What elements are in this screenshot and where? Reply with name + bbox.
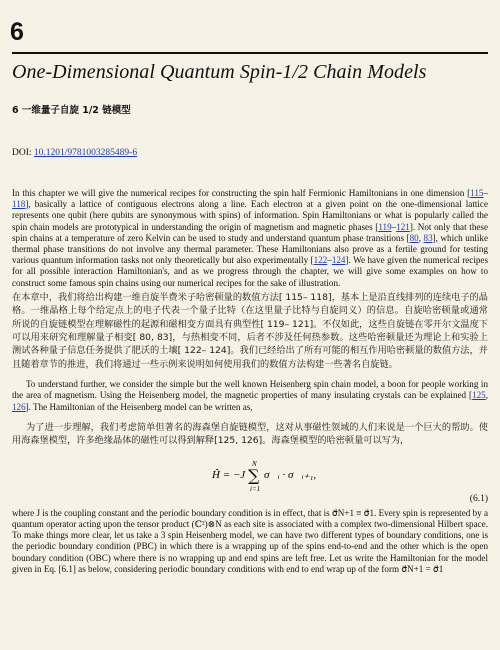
chapter-number: 6: [10, 18, 24, 46]
chapter-title: One-Dimensional Quantum Spin-1/2 Chain Models: [12, 61, 427, 83]
heisenberg-paragraph-zh: 为了进一步理解，我们考虑简单但著名的海森堡自旋链模型，这对从事磁性领域的人们来说是一个巨大的帮助。使用海森堡模型，许多绝缘晶体的磁性可以得到解释[125, 126]。海森堡模型的哈密顿量可以写为，: [12, 421, 488, 447]
intro-paragraph-en: In this chapter we will give the numerical recipes for constructing the spin half Fermionic Hamiltonians in one dimension [115–118], basically a lattice of contiguous electrons along a line. Each electron at a given point on the one-dimensional lattice represents one qubit (here qubits are synonymous with spins) of information. Spin Hamiltonians or what is popularly called the spin chain models are prototypical in understanding the origin of magnetism and magnetic phases [119–121]. Not only that these spin chains at a temperature of zero Kelvin can be used to study and understand quantum phase transitions [80, 83], which unlike thermal phase transitions do not involve any thermal parameter. These Hamiltonians also prove as a fertile ground for testing various quantum information tasks not only theoretically but also experimentally [122–124]. We have given the numerical recipes for all possible interaction Hamiltonian's, and as we progress through the chapter, we will give some examples on how to construct some famous spin chains using our numerical recipes for the sake of illustration.: [12, 188, 489, 288]
chapter-rule: [12, 52, 488, 54]
eq-lhs: Ĥ = −J: [212, 468, 246, 481]
eq-rhs: σ⃗ᵢ · σ⃗ᵢ₊₁,: [264, 468, 317, 481]
citation-link[interactable]: 83: [423, 232, 433, 243]
heisenberg-hamiltonian-formula: [212, 458, 352, 498]
citation-link[interactable]: 122: [313, 255, 328, 266]
boundary-paragraph-en: where J is the coupling constant and the periodic boundary condition is in effect, that is σ⃗N+1 ≡ σ⃗1. Every spin is represented by a quantum operator acting upon the tensor product (ℂ²)⊗N as each site is associated with a complex two-dimensional Hilbert space. To make things more clear, let us take a 3 spin Heisenberg model, we can have two different types of boundary conditions, one is the periodic boundary condition (PBC) in which there is a wrapping up of the spins end-to-end and the other which is the open boundary condition (OBC) where there is no wrapping up and end spins are left free. Let us write the Hamiltonian for the model given in Eq. [6.1] as below, considering periodic boundary conditions with end to end wrap up of the form σ⃗N+1 = σ⃗1: [12, 507, 488, 574]
citation-link[interactable]: 125: [472, 390, 486, 401]
sum-lower: i=1: [250, 484, 261, 493]
equation-number: (6.1): [469, 493, 488, 504]
sum-upper: N: [252, 459, 257, 468]
doi-label: DOI:: [12, 148, 32, 158]
doi-line: [12, 148, 488, 158]
equation-6-1: [12, 454, 488, 506]
heisenberg-paragraph-en: To understand further, we consider the simple but the well known Heisenberg spin chain model, a boon for people working in the area of magnetism. Using the Heisenberg model, the magnetic properties of many insulating crystals can be explained [125, 126]. The Hamiltonian of the Heisenberg model can be written as,: [12, 379, 488, 412]
chinese-chapter-title: 6 一维量子自旋 1/2 链模型: [12, 105, 131, 116]
citation-link[interactable]: 118: [12, 199, 26, 210]
doi-link[interactable]: 10.1201/9781003285489-6: [33, 148, 138, 158]
citation-link[interactable]: 126: [12, 401, 26, 412]
citation-link[interactable]: 124: [331, 255, 346, 266]
citation-link[interactable]: 80: [409, 232, 419, 243]
citation-link[interactable]: 119: [378, 221, 392, 232]
citation-link[interactable]: 121: [396, 221, 410, 232]
citation-link[interactable]: 115: [470, 188, 484, 198]
intro-paragraph-zh: 在本章中，我们将给出构建一维自旋半费米子哈密顿量的数值方法[ 115– 118]，基本上是沿直线排列的连续电子的晶格。一维晶格上每个给定点上的电子代表一个量子比特（在这里量子比特与自旋同义）的信息。自旋哈密顿量或通常所说的自旋链模型在理解磁性的起源和磁相变方面具有典型性[ 119– 121]。不仅如此，这些自旋链在零开尔文温度下可以用来研究和理解量子相变[ 80, 83]，与热相变不同，后者不涉及任何热参数。这些哈密顿量还为理论上和实验上测试各种量子信息任务提供了肥沃的土壤[ 122– 124]。我们已经给出了所有可能的相互作用哈密顿量的数值方法，并且随着章节的推进，我们将通过一些示例来说明如何使用我们的数值方法构建一些著名自旋链。: [12, 291, 488, 370]
sum-sign: ∑: [248, 465, 260, 485]
